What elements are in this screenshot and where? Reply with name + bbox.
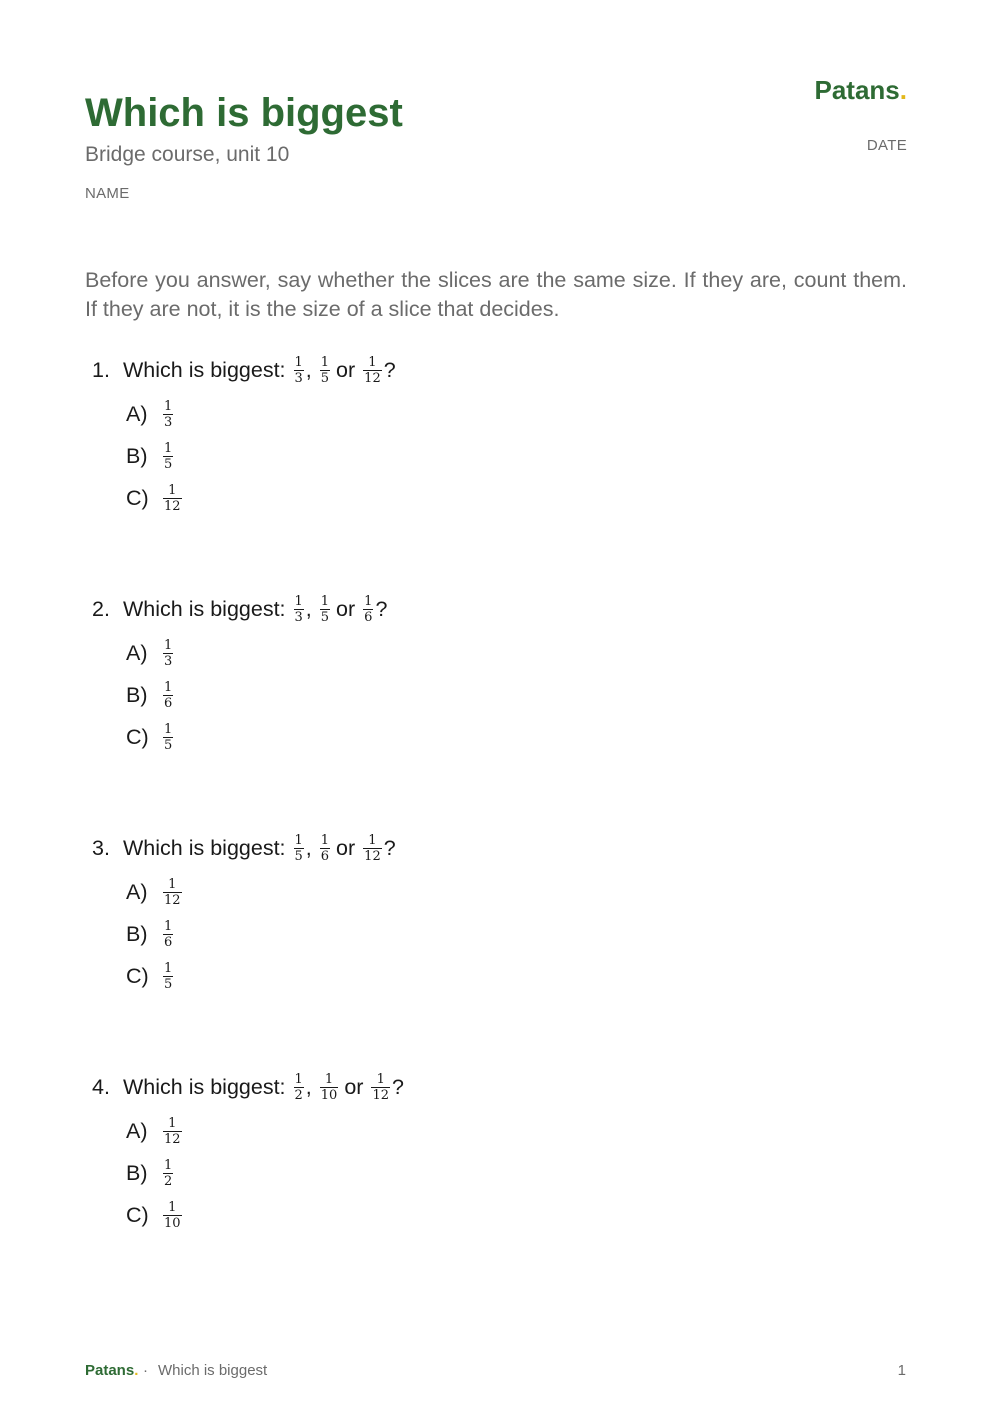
question-mark: ? [383, 358, 396, 382]
question-text: Which is biggest: [123, 1075, 286, 1099]
answer-option-b[interactable] [126, 1152, 792, 1194]
fraction-numerator: 1 [294, 593, 303, 609]
fraction-numerator: 1 [164, 960, 173, 976]
or-word: or [336, 836, 356, 860]
question-number: 2. [92, 597, 110, 621]
or-word: or [336, 597, 356, 621]
brand-dot: . [899, 75, 907, 105]
fraction [163, 962, 173, 991]
fraction [163, 723, 173, 752]
fraction-denominator: 2 [164, 1173, 173, 1189]
fraction-denominator: 5 [164, 976, 173, 992]
option-letter: C) [126, 724, 149, 749]
fraction-denominator: 3 [164, 414, 173, 430]
fraction-denominator: 12 [364, 370, 381, 386]
fraction [320, 834, 330, 863]
fraction [294, 1073, 304, 1102]
fraction [363, 834, 382, 863]
fraction-numerator: 1 [164, 679, 173, 695]
fraction [163, 1117, 182, 1146]
fraction-numerator: 1 [364, 593, 373, 609]
question-text: Which is biggest: [123, 836, 286, 860]
fraction-numerator: 1 [168, 876, 177, 892]
question-3 [92, 832, 792, 997]
fraction [163, 639, 173, 668]
answer-option-b[interactable] [126, 435, 792, 477]
option-letter: A) [126, 401, 148, 426]
comma-separator: , [305, 597, 312, 621]
answer-option-c[interactable] [126, 1194, 792, 1236]
fraction-denominator: 2 [294, 1087, 303, 1103]
answer-option-a[interactable] [126, 393, 792, 435]
date-label: DATE [866, 137, 907, 154]
fraction-numerator: 1 [168, 1199, 177, 1215]
fraction [163, 400, 173, 429]
answer-option-a[interactable] [126, 1110, 792, 1152]
fraction [163, 442, 173, 471]
question-prompt [92, 354, 792, 386]
question-mark: ? [391, 1075, 404, 1099]
fraction [163, 484, 182, 513]
comma-separator: , [305, 836, 312, 860]
fraction [320, 595, 330, 624]
fraction-numerator: 1 [320, 593, 330, 609]
fraction-numerator: 1 [376, 1071, 385, 1087]
question-prompt [92, 832, 792, 864]
fraction-denominator: 10 [164, 1215, 181, 1231]
instructions-text: Before you answer, say whether the slices are the same size. If they are, count them. If they are not, it is the size of a slice that decides. [85, 268, 907, 321]
fraction-denominator: 10 [320, 1087, 338, 1103]
answer-options [126, 632, 792, 758]
answer-option-b[interactable] [126, 674, 792, 716]
fraction-numerator: 1 [368, 832, 377, 848]
option-letter: C) [126, 963, 149, 988]
or-word: or [344, 1075, 364, 1099]
fraction-numerator: 1 [164, 440, 173, 456]
footer-title: Which is biggest [158, 1362, 268, 1379]
or-word: or [336, 358, 356, 382]
option-letter: C) [126, 1202, 149, 1227]
fraction [163, 681, 173, 710]
fraction-denominator: 3 [294, 609, 303, 625]
fraction-numerator: 1 [164, 1157, 173, 1173]
question-mark: ? [375, 597, 388, 621]
brand-logo [815, 74, 908, 106]
fraction-numerator: 1 [320, 354, 330, 370]
fraction-denominator: 12 [164, 892, 181, 908]
fraction-denominator: 12 [164, 498, 181, 514]
fraction-numerator: 1 [294, 832, 303, 848]
option-letter: A) [126, 1118, 148, 1143]
question-4 [92, 1071, 792, 1236]
fraction [320, 356, 330, 385]
question-number: 4. [92, 1075, 110, 1099]
fraction-denominator: 12 [372, 1087, 389, 1103]
fraction [163, 1159, 173, 1188]
option-letter: B) [126, 443, 148, 468]
page-number: 1 [897, 1362, 906, 1379]
question-prompt [92, 1071, 792, 1103]
fraction-numerator: 1 [164, 721, 173, 737]
fraction-denominator: 12 [364, 848, 381, 864]
brand-name: Patans [814, 75, 900, 105]
answer-option-c[interactable] [126, 955, 792, 997]
comma-separator: , [305, 1075, 312, 1099]
fraction [294, 356, 304, 385]
fraction-numerator: 1 [320, 832, 330, 848]
question-text: Which is biggest: [123, 358, 286, 382]
answer-options [126, 1110, 792, 1236]
fraction-denominator: 5 [164, 456, 173, 472]
comma-separator: , [305, 358, 312, 382]
fraction-denominator: 5 [294, 848, 303, 864]
fraction-numerator: 1 [324, 1071, 334, 1087]
fraction [163, 920, 173, 949]
fraction-numerator: 1 [294, 354, 303, 370]
fraction-numerator: 1 [168, 482, 177, 498]
fraction [320, 1073, 339, 1102]
fraction-numerator: 1 [164, 637, 173, 653]
page-title: Which is biggest [85, 91, 403, 135]
fraction-numerator: 1 [368, 354, 377, 370]
fraction-numerator: 1 [164, 398, 173, 414]
page-subtitle: Bridge course, unit 10 [85, 143, 290, 166]
option-letter: A) [126, 879, 148, 904]
footer-brand-name: Patans [85, 1362, 135, 1379]
option-letter: C) [126, 485, 149, 510]
question-number: 1. [92, 358, 110, 382]
fraction-denominator: 6 [164, 934, 173, 950]
fraction [163, 1201, 182, 1230]
fraction-denominator: 12 [164, 1131, 181, 1147]
footer-brand [85, 1362, 138, 1379]
footer-brand-dot: . [134, 1362, 139, 1379]
fraction-denominator: 5 [164, 737, 173, 753]
question-text: Which is biggest: [123, 597, 286, 621]
answer-option-c[interactable] [126, 477, 792, 519]
fraction-numerator: 1 [168, 1115, 177, 1131]
question-prompt [92, 593, 792, 625]
fraction-denominator: 5 [320, 370, 330, 386]
fraction-denominator: 6 [164, 695, 173, 711]
answer-option-a[interactable] [126, 632, 792, 674]
fraction-numerator: 1 [294, 1071, 303, 1087]
fraction-denominator: 5 [320, 609, 330, 625]
answer-options [126, 393, 792, 519]
fraction-numerator: 1 [164, 918, 173, 934]
option-letter: A) [126, 640, 148, 665]
fraction-denominator: 3 [164, 653, 173, 669]
question-mark: ? [383, 836, 396, 860]
fraction [363, 356, 382, 385]
fraction-denominator: 3 [294, 370, 303, 386]
option-letter: B) [126, 682, 148, 707]
question-2 [92, 593, 792, 758]
fraction [294, 834, 304, 863]
answer-option-a[interactable] [126, 871, 792, 913]
fraction-denominator: 6 [364, 609, 373, 625]
option-letter: B) [126, 1160, 148, 1185]
answer-option-c[interactable] [126, 716, 792, 758]
fraction-denominator: 6 [320, 848, 330, 864]
answer-options [126, 871, 792, 997]
fraction [363, 595, 373, 624]
fraction [163, 878, 182, 907]
footer-separator: · [143, 1362, 148, 1379]
question-1 [92, 354, 792, 519]
fraction [294, 595, 304, 624]
answer-option-b[interactable] [126, 913, 792, 955]
option-letter: B) [126, 921, 148, 946]
name-label: NAME [85, 185, 130, 202]
question-number: 3. [92, 836, 110, 860]
fraction [371, 1073, 390, 1102]
